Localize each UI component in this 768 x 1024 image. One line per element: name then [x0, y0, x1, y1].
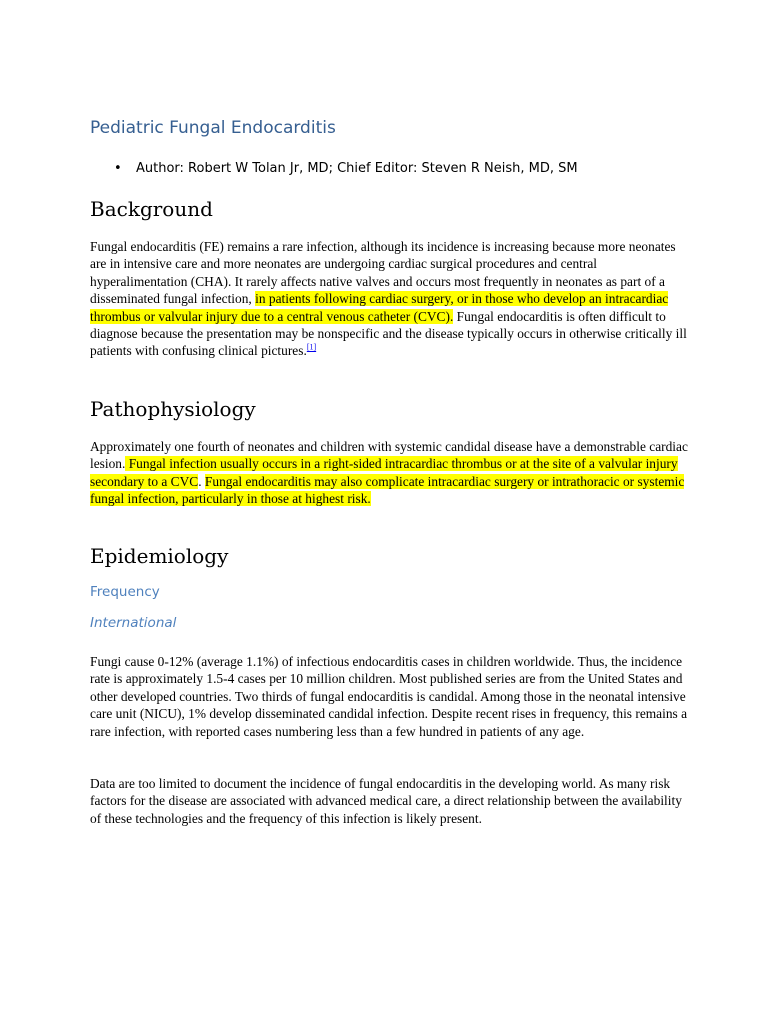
highlight-pathophysiology-2: Fungal endocarditis may also complicate intracardiac surgery or intrathoracic or systemic fungal infection, particularly in those at highest risk. [90, 473, 685, 507]
pathophysiology-text-2: . [198, 473, 205, 489]
heading-background: Background [90, 197, 213, 221]
bullet-icon: • [114, 161, 122, 176]
background-text-1: Fungal endocarditis (FE) remains a rare infection, although its incidence is increasing because more neonates are in intensive care and more neonates are undergoing cardiac surgical procedures and central hyperalimentation (CHA). It rarely affects native valves and occurs most frequently in neonates as part of a disseminated fungal infection, [90, 239, 676, 307]
article-title: Pediatric Fungal Endocarditis [90, 118, 336, 138]
author-line [90, 160, 578, 178]
author-list [90, 160, 578, 178]
author-text: Author: Robert W Tolan Jr, MD; Chief Editor: Steven R Neish, MD, SM [136, 161, 578, 176]
subheading-frequency: Frequency [90, 584, 160, 600]
background-text-2: Fungal endocarditis is often difficult to diagnose because the presentation may be nonspecific and the disease typically occurs in otherwise critically ill patients with confusing clinical pictures. [90, 308, 687, 359]
highlight-pathophysiology-1: Fungal infection usually occurs in a right-sided intracardiac thrombus or at the site of a valvular injury secondary to a CVC [90, 456, 678, 489]
paragraph-epidemiology-1: Fungi cause 0-12% (average 1.1%) of infectious endocarditis cases in children worldwide. Thus, the incidence rate is approximately 1.5-4 cases per 10 million children. Most published series are from the United States and other developed countries. Two thirds of fungal endocarditis is candidal. Among those in the neonatal intensive care unit (NICU), 1% develop disseminated candidal infection. Despite recent rises in frequency, this remains a rare infection, with reported cases numbering less than a few hundred in patients of any age. [90, 654, 688, 739]
reference-link[interactable]: [1] [306, 342, 317, 352]
subheading-international: International [90, 615, 177, 631]
paragraph-pathophysiology [90, 438, 690, 508]
heading-pathophysiology: Pathophysiology [90, 397, 256, 421]
paragraph-epidemiology-2: Data are too limited to document the incidence of fungal endocarditis in the developing world. As many risk factors for the disease are associated with advanced medical care, a direct relationship between the availability of these technologies and the frequency of this infection is likely present. [90, 776, 682, 826]
paragraph-background [90, 238, 690, 360]
pathophysiology-text-1: Approximately one fourth of neonates and children with systemic candidal disease have a demonstrable cardiac lesion. [90, 439, 688, 472]
highlight-background: in patients following cardiac surgery, or in those who develop an intracardiac thrombus or valvular injury due to a central venous catheter (CVC). [90, 291, 669, 324]
heading-epidemiology: Epidemiology [90, 544, 229, 568]
